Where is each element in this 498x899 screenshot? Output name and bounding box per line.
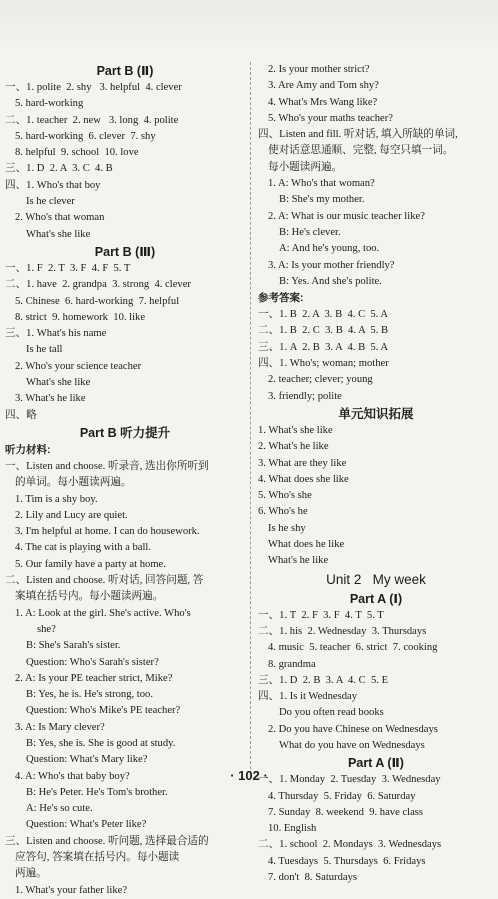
answer-line: What's she like: [26, 228, 91, 240]
answer-line: 四、1. Is it Wednesday: [258, 691, 357, 703]
section-heading: 单元知识拓展: [338, 406, 414, 421]
answer-line: Question: Who's Mike's PE teacher?: [26, 705, 181, 717]
section-heading: Part B 听力提升: [79, 425, 171, 440]
answer-line: B: He's Peter. He's Tom's brother.: [26, 786, 168, 798]
answer-line: 两遍。: [15, 868, 47, 880]
answer-line: 1. A: Who's that woman?: [268, 178, 375, 190]
answer-line: 一、Listen and choose. 听录音, 选出你所听到: [5, 460, 209, 472]
answer-line: 1. What's your father like?: [15, 884, 128, 896]
answer-line: 一、1. polite 2. shy 3. helpful 4. clever: [5, 82, 182, 93]
answer-line: 4. What does she like: [258, 473, 349, 485]
answer-line: What's she like: [26, 377, 91, 389]
answer-line: 5. hard-working 6. clever 7. shy: [15, 130, 156, 142]
answer-line: 8. helpful 9. school 10. love: [15, 147, 139, 159]
answer-line: 8. strict 9. homework 10. like: [15, 311, 146, 323]
answer-line: 2. Who's your science teacher: [15, 360, 142, 372]
answer-line: 4. The cat is playing with a ball.: [15, 542, 152, 554]
answer-line: Question: Who's Sarah's sister?: [26, 656, 159, 668]
answer-line: 2. What's he like: [258, 441, 329, 453]
answer-line: B: Yes. And she's polite.: [279, 275, 382, 287]
answer-line: B: She's my mother.: [279, 194, 365, 206]
answer-line: 三、1. D 2. B 3. A 4. C 5. E: [258, 674, 389, 686]
subsection-label: 参考答案:: [258, 292, 304, 305]
answer-line: 5. Who's your maths teacher?: [268, 112, 393, 124]
answer-line: 4. A: Who's that baby boy?: [15, 770, 130, 782]
unit-heading: Unit 2 My week: [326, 571, 426, 587]
section-heading: Part A (Ⅱ): [348, 756, 404, 771]
answer-line: 3. A: Is your mother friendly?: [268, 259, 395, 271]
answer-line: 一、1. B 2. A 3. B 4. C 5. A: [258, 309, 389, 321]
answer-line: 1. What's she like: [258, 424, 333, 436]
answer-line: 5. Chinese 6. hard-working 7. helpful: [15, 295, 180, 307]
page-header-band: [0, 0, 498, 50]
page-number: · 102 ·: [230, 768, 268, 783]
answer-line: Question: What's Mary like?: [26, 754, 148, 766]
answer-line: 4. What's Mrs Wang like?: [268, 96, 378, 108]
answer-line: 2. teacher; clever; young: [268, 374, 373, 386]
answer-line: 3. I'm helpful at home. I can do housework.: [15, 526, 200, 538]
answer-line: 使对话意思通顺、完整, 每空只填一词。: [268, 145, 454, 157]
answer-line: 2. Lily and Lucy are quiet.: [15, 509, 128, 521]
answer-line: 5. Who's she: [258, 490, 312, 502]
answer-line: 二、Listen and choose. 听对话, 回答问题, 答: [5, 575, 204, 587]
answer-line: What does he like: [268, 539, 345, 551]
answer-line: 4. Tuesdays 5. Thursdays 6. Fridays: [268, 855, 426, 867]
answer-line: 5. Our family have a party at home.: [15, 558, 166, 570]
section-heading: Part A (Ⅰ): [349, 591, 403, 606]
answer-line: 四、略: [5, 409, 37, 421]
answer-line: 三、1. What's his name: [5, 328, 107, 340]
answer-line: 每小题读两遍。: [268, 161, 343, 173]
answer-line: 2. A: Is your PE teacher strict, Mike?: [15, 672, 173, 684]
answer-line: 1. A: Look at the girl. She's active. Who's: [15, 607, 191, 619]
answer-line: 四、Listen and fill. 听对话, 填入所缺的单词,: [258, 129, 458, 141]
answer-line: 二、1. B 2. C 3. B 4. A 5. B: [258, 325, 389, 337]
answer-line: she?: [37, 623, 56, 635]
answer-line: 1. Tim is a shy boy.: [15, 493, 98, 505]
answer-line: 二、1. school 2. Mondays 3. Wednesdays: [258, 839, 442, 851]
answer-line: 3. What's he like: [15, 393, 86, 405]
answer-line: 二、1. teacher 2. new 3. long 4. polite: [5, 114, 179, 126]
answer-line: 案填在括号内。每小题读两遍。: [15, 591, 164, 603]
answer-line: 3. What are they like: [258, 457, 347, 469]
answer-line: Question: What's Peter like?: [26, 819, 147, 831]
answer-line: 6. Who's he: [258, 506, 308, 518]
answer-line: 5. hard-working: [15, 98, 84, 110]
answer-line: 2. A: What is our music teacher like?: [268, 210, 425, 222]
subsection-label: 听力材料:: [5, 443, 51, 456]
answer-line: 一、1. F 2. T 3. F 4. F 5. T: [5, 262, 131, 274]
answer-line: 应答句, 答案填在括号内。每小题读: [15, 852, 180, 864]
answer-line: 4. Thursday 5. Friday 6. Saturday: [268, 790, 416, 802]
right-column: [258, 62, 494, 886]
answer-line: 四、1. Who's; woman; mother: [258, 358, 389, 370]
answer-line: 8. grandma: [268, 658, 316, 670]
answer-line: 一、1. Monday 2. Tuesday 3. Wednesday: [258, 774, 441, 786]
answer-line: 7. don't 8. Saturdays: [268, 872, 358, 884]
answer-line: B: He's clever.: [279, 226, 341, 238]
answer-line: 2. Is your mother strict?: [268, 64, 370, 75]
answer-line: Is he shy: [268, 522, 306, 534]
answer-line: 2. Do you have Chinese on Wednesdays: [268, 723, 438, 735]
answer-line: B: Yes, she is. She is good at study.: [26, 737, 176, 749]
answer-line: 三、1. D 2. A 3. C 4. B: [5, 163, 113, 175]
answer-line: 4. music 5. teacher 6. strict 7. cooking: [268, 642, 438, 654]
answer-line: Is he tall: [26, 344, 63, 356]
answer-line: 的单词。每小题读两遍。: [15, 477, 132, 489]
answer-line: 2. Who's that woman: [15, 212, 105, 224]
answer-line: 3. A: Is Mary clever?: [15, 721, 105, 733]
answer-line: Do you often read books: [279, 707, 384, 719]
answer-line: Is he clever: [26, 196, 75, 208]
answer-line: 二、1. have 2. grandpa 3. strong 4. clever: [5, 279, 191, 291]
answer-line: 三、Listen and choose. 听问题, 选择最合适的: [5, 835, 209, 847]
answer-line: 3. friendly; polite: [268, 390, 342, 402]
answer-line: 3. Are Amy and Tom shy?: [268, 80, 379, 92]
section-heading: Part B (Ⅱ): [96, 64, 154, 78]
answer-line: B: Yes, he is. He's strong, too.: [26, 689, 153, 701]
column-divider: [250, 62, 251, 774]
answer-line: 7. Sunday 8. weekend 9. have class: [268, 806, 424, 818]
answer-line: 四、1. Who's that boy: [5, 179, 101, 191]
answer-line: 一、1. T 2. F 3. F 4. T 5. T: [258, 609, 384, 621]
answer-line: 二、1. his 2. Wednesday 3. Thursdays: [258, 625, 427, 637]
answer-line: What do you have on Wednesdays: [279, 739, 425, 751]
section-heading: Part B (Ⅲ): [94, 244, 156, 259]
answer-line: 三、1. A 2. B 3. A 4. B 5. A: [258, 341, 389, 353]
answer-line: A: He's so cute.: [26, 803, 93, 815]
answer-line: What's he like: [268, 555, 329, 567]
answer-line: B: She's Sarah's sister.: [26, 640, 121, 652]
answer-line: 10. English: [268, 823, 317, 835]
answer-line: A: And he's young, too.: [279, 243, 380, 255]
